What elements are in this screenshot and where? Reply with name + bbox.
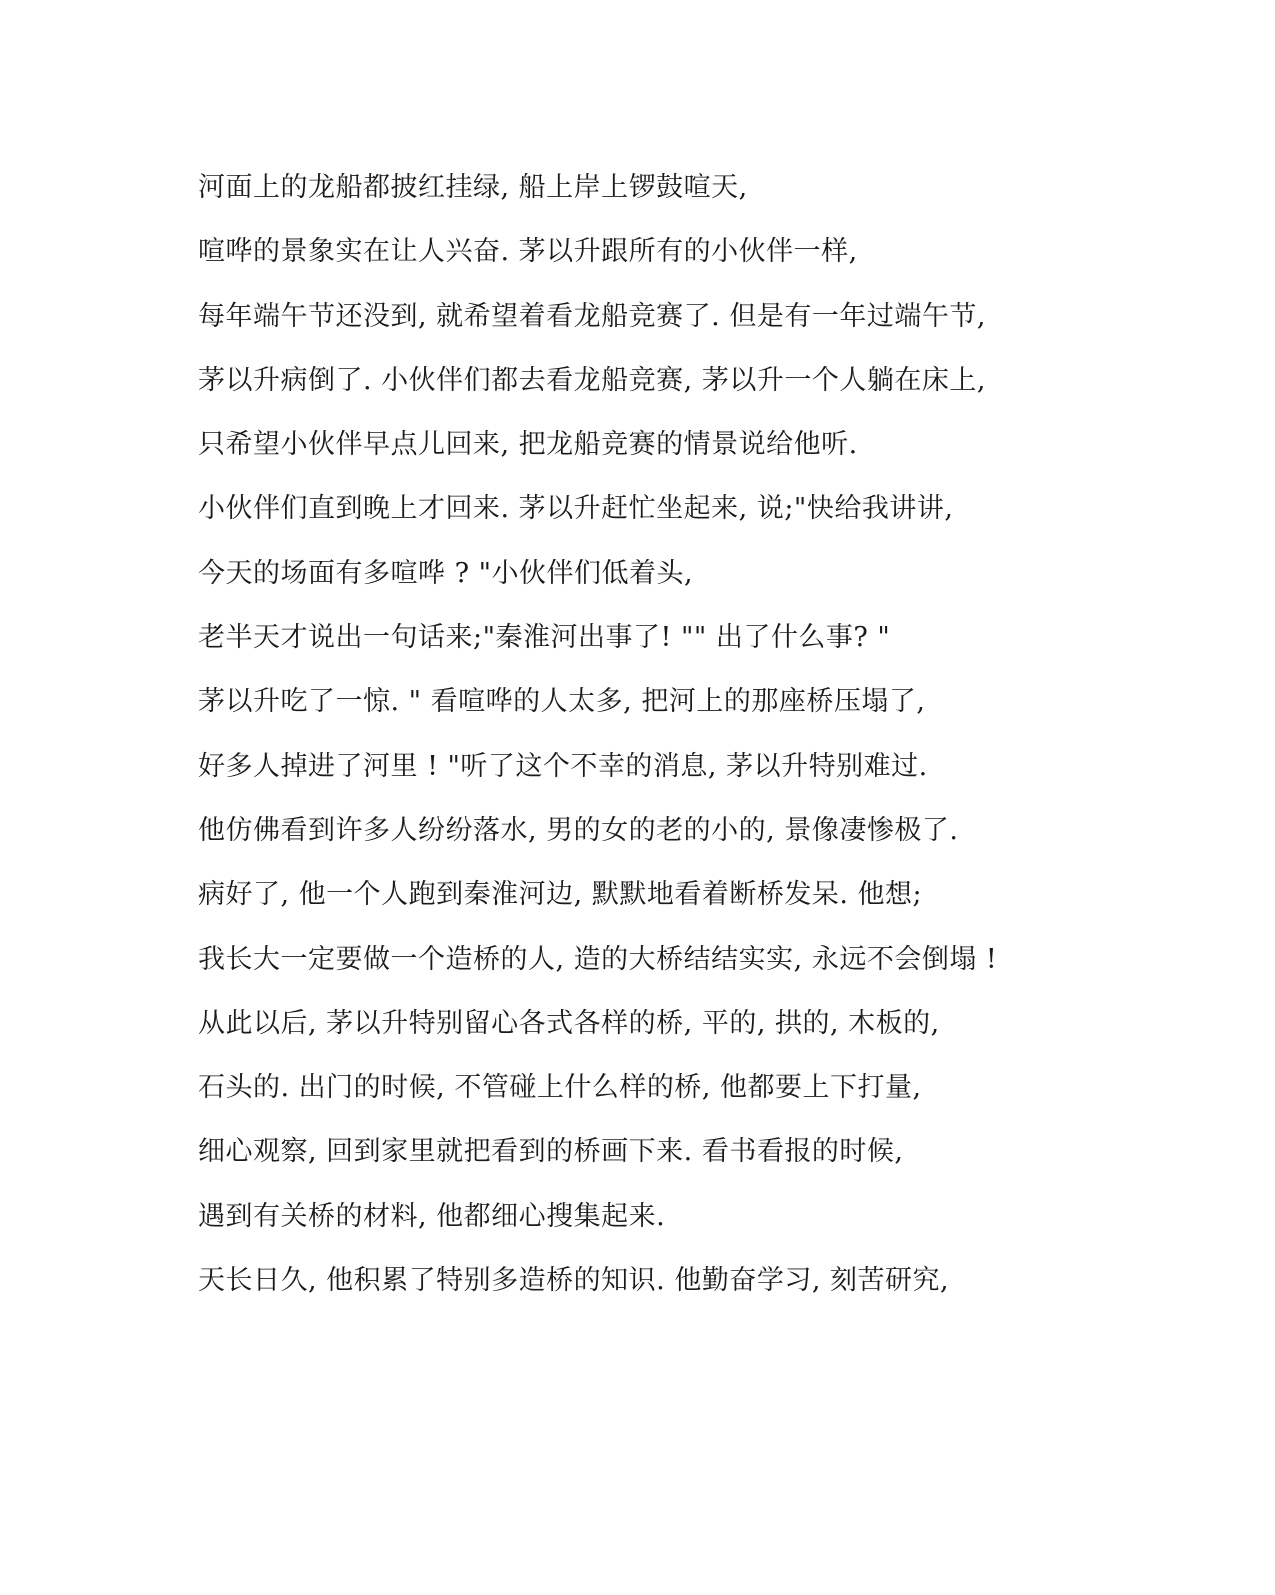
text-line: 他仿佛看到许多人纷纷落水, 男的女的老的小的, 景像凄惨极了. [198,814,959,846]
text-line: 好多人掉进了河里 ! "听了这个不幸的消息, 茅以升特别难过. [198,750,928,782]
text-line: 遇到有关桥的材料, 他都细心搜集起来. [198,1200,666,1232]
text-line: 只希望小伙伴早点儿回来, 把龙船竞赛的情景说给他听. [198,429,858,461]
text-line: 每年端午节还没到, 就希望着看龙船竞赛了. 但是有一年过端午节, [198,300,986,332]
text-line: 我长大一定要做一个造桥的人, 造的大桥结结实实, 永远不会倒塌 ! [198,943,998,975]
text-line: 细心观察, 回到家里就把看到的桥画下来. 看书看报的时候, [198,1136,904,1168]
text-line: 茅以升病倒了. 小伙伴们都去看龙船竞赛, 茅以升一个人躺在床上, [198,364,986,396]
text-line: 喧哗的景象实在让人兴奋. 茅以升跟所有的小伙伴一样, [198,236,858,268]
body-text [198,165,1238,1322]
text-line: 今天的场面有多喧哗 ? "小伙伴们低着头, [198,557,694,589]
text-line: 天长日久, 他积累了特别多造桥的知识. 他勤奋学习, 刻苦研究, [198,1265,950,1297]
text-line: 老半天才说出一句话来;"秦淮河出事了! "" 出了什么事? " [198,622,891,654]
text-line: 河面上的龙船都披红挂绿, 船上岸上锣鼓喧天, [198,172,748,203]
text-line: 小伙伴们直到晚上才回来. 茅以升赶忙坐起来, 说;"快给我讲讲, [198,493,954,525]
text-line: 石头的. 出门的时候, 不管碰上什么样的桥, 他都要上下打量, [198,1072,922,1104]
text-line: 从此以后, 茅以升特别留心各式各样的桥, 平的, 拱的, 木板的, [198,1007,940,1039]
text-line: 茅以升吃了一惊. " 看喧哗的人太多, 把河上的那座桥压塌了, [198,686,926,718]
text-line: 病好了, 他一个人跑到秦淮河边, 默默地看着断桥发呆. 他想; [198,879,923,911]
